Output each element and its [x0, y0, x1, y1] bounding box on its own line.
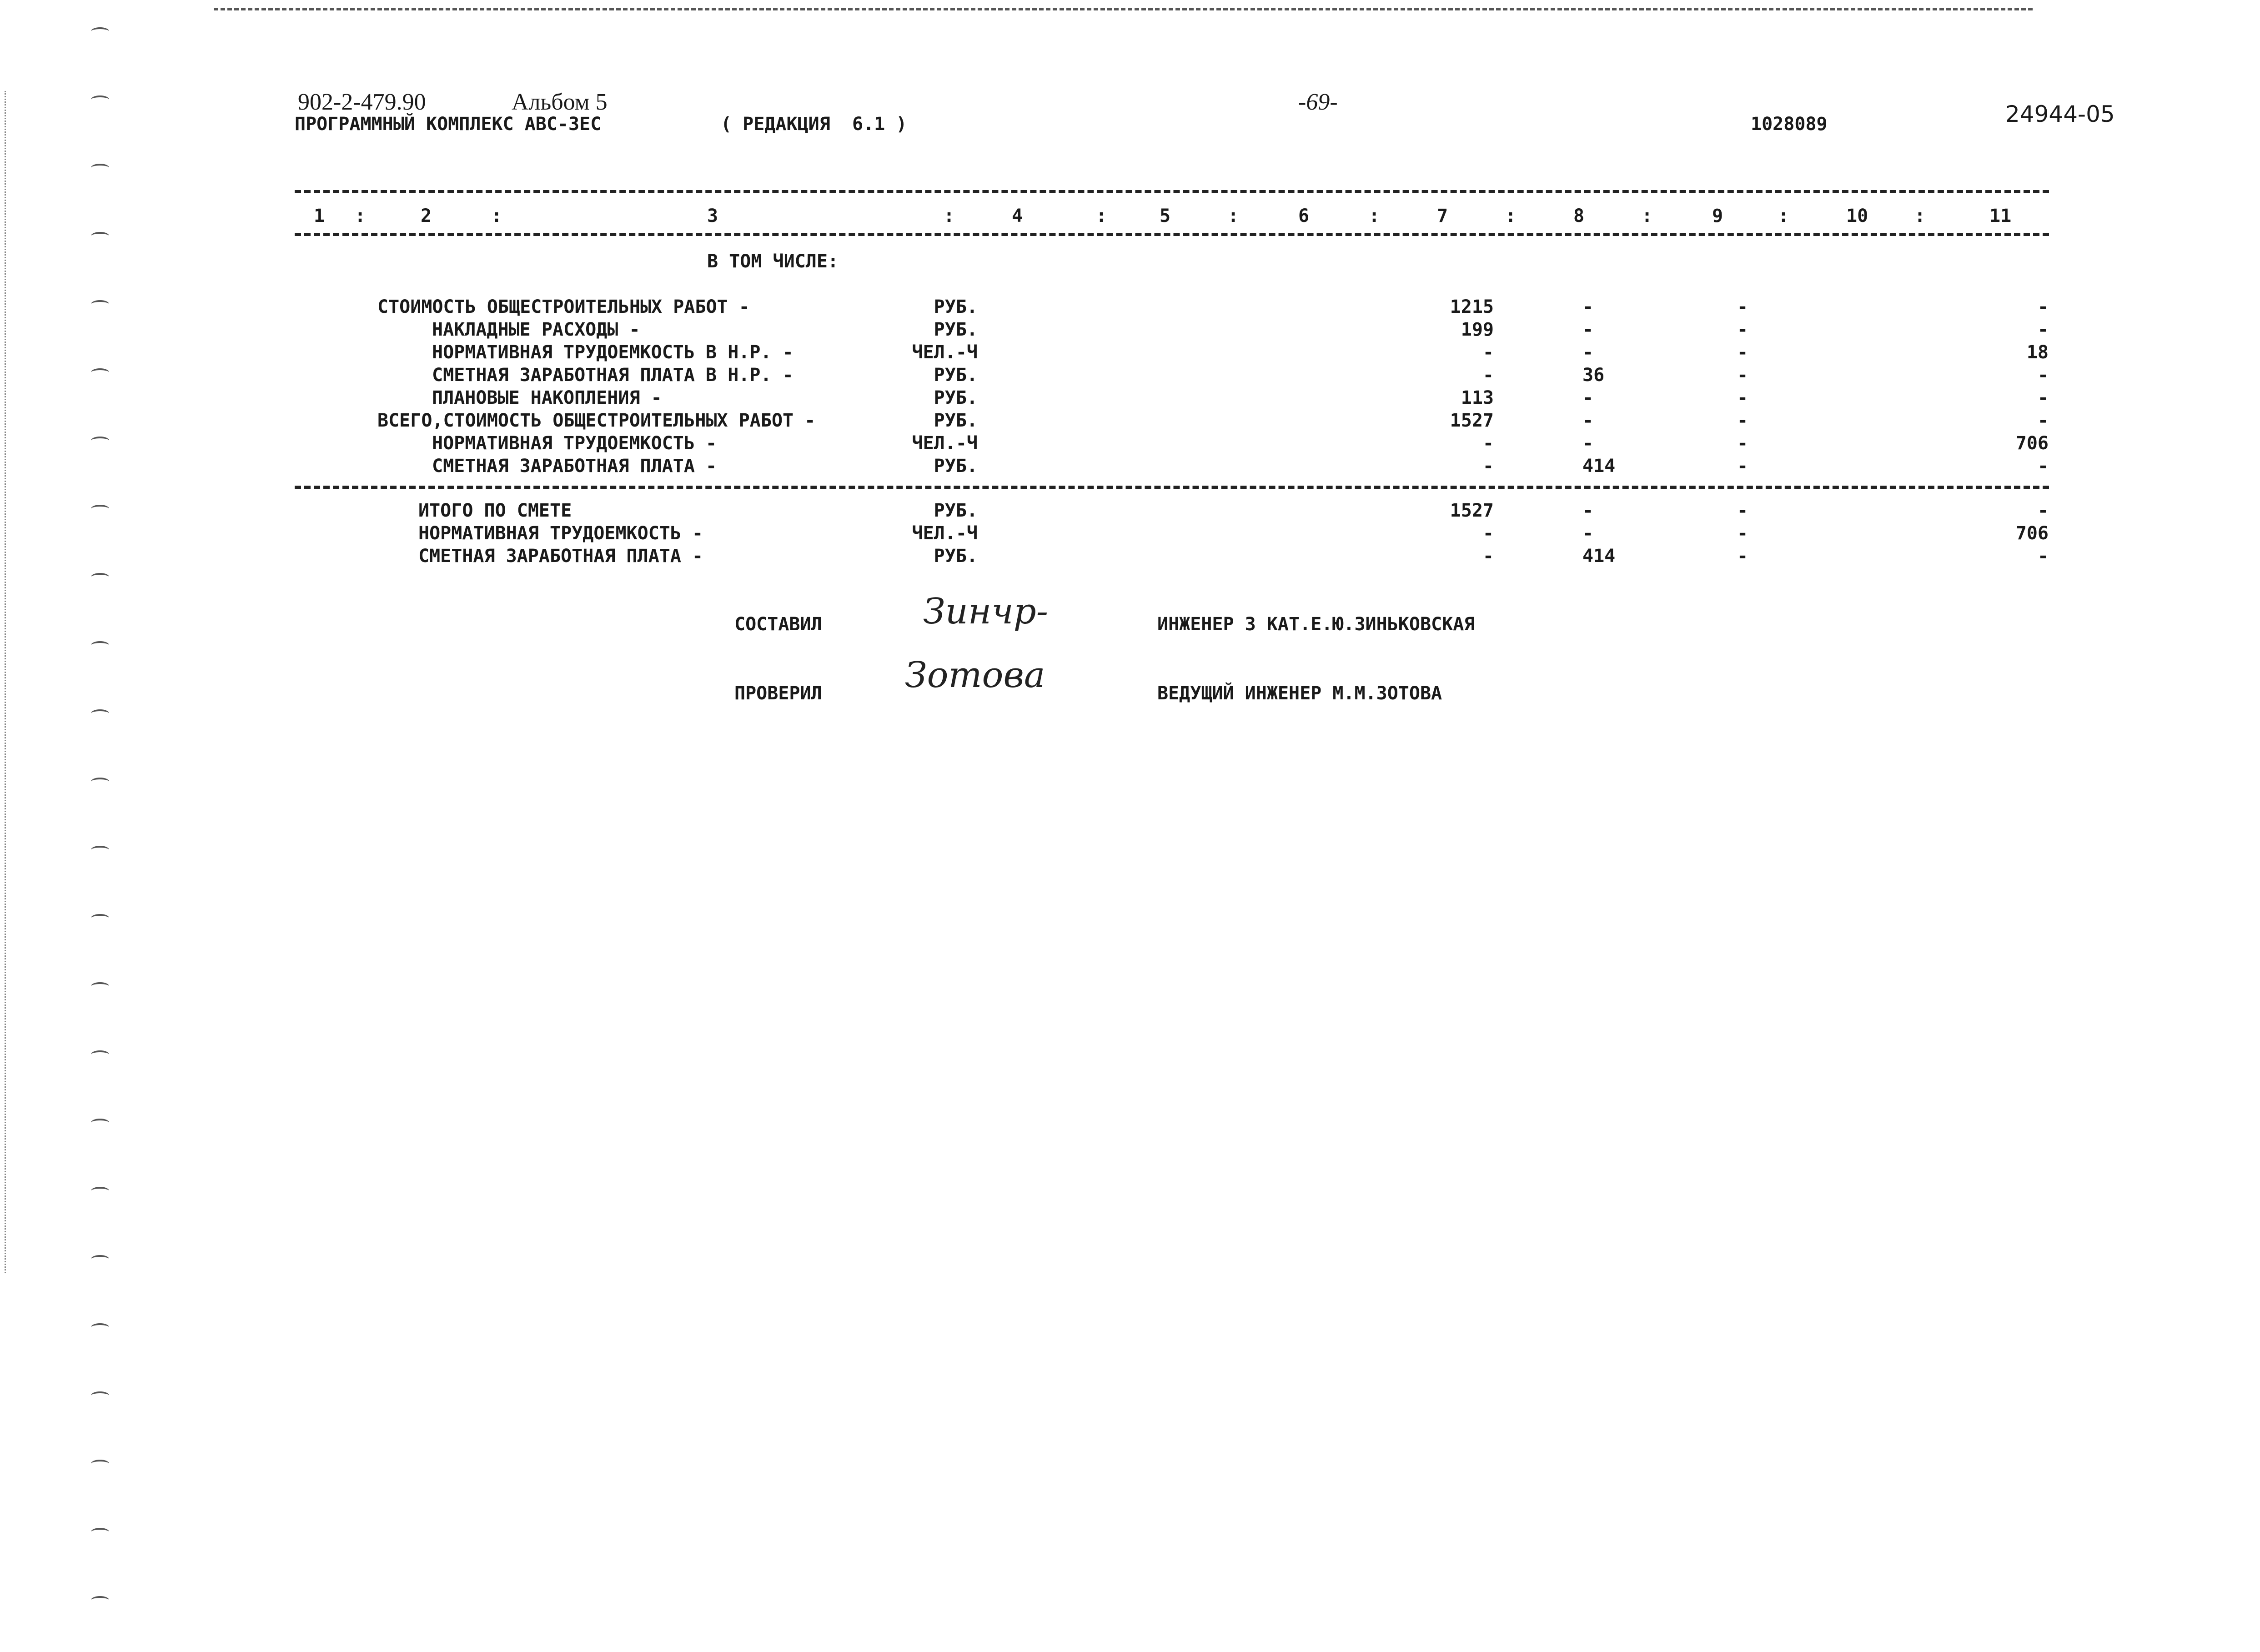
cell-col7: 113 [1461, 387, 1494, 408]
row-label: СМЕТНАЯ ЗАРАБОТНАЯ ПЛАТА - [432, 456, 717, 477]
edition-label: ( РЕДАКЦИЯ 6.1 ) [721, 114, 907, 135]
column-separator: : [1778, 206, 1789, 226]
margin-tick [91, 778, 109, 786]
column-separator: : [1914, 206, 1926, 226]
inventory-number: 24944-05 [2005, 101, 2115, 127]
margin-tick [91, 1050, 109, 1059]
row-unit: РУБ. [934, 387, 978, 408]
cell-col9: - [1737, 500, 1748, 521]
cell-col7: 1527 [1450, 410, 1494, 431]
cell-col8: 36 [1582, 365, 1605, 386]
cell-col9: - [1737, 387, 1748, 408]
cell-col11: 706 [2015, 523, 2049, 544]
row-unit: РУБ. [934, 319, 978, 340]
margin-tick [91, 914, 109, 922]
compiled-label: СОСТАВИЛ [734, 614, 822, 635]
margin-tick [91, 709, 109, 718]
cell-col7: - [1482, 433, 1494, 454]
row-unit: ЧЕЛ.-Ч [912, 433, 978, 454]
program-name: ПРОГРАММНЫЙ КОМПЛЕКС АВС-3ЕС [295, 114, 602, 135]
column-number: 9 [1712, 206, 1723, 226]
margin-tick [91, 368, 109, 377]
checked-label: ПРОВЕРИЛ [734, 683, 822, 704]
cell-col8: - [1582, 523, 1594, 544]
row-unit: ЧЕЛ.-Ч [912, 523, 978, 544]
column-number: 4 [1012, 206, 1023, 226]
margin-tick [91, 1255, 109, 1263]
row-label: НОРМАТИВНАЯ ТРУДОЕМКОСТЬ - [432, 433, 717, 454]
cell-col11: 706 [2015, 433, 2049, 454]
row-unit: РУБ. [934, 296, 978, 317]
row-label: НОРМАТИВНАЯ ТРУДОЕМКОСТЬ В Н.Р. - [432, 342, 794, 363]
cell-col9: - [1737, 410, 1748, 431]
row-unit: РУБ. [934, 410, 978, 431]
cell-col9: - [1737, 296, 1748, 317]
column-number: 2 [421, 206, 432, 226]
column-number: 7 [1437, 206, 1448, 226]
compiled-signature: Зинчр- [923, 591, 1049, 632]
column-separator: : [944, 206, 955, 226]
margin-tick [91, 846, 109, 854]
column-separator: : [491, 206, 502, 226]
cell-col11: - [2037, 410, 2049, 431]
column-separator: : [1505, 206, 1517, 226]
checked-signature: Зотова [905, 655, 1045, 696]
cell-col8: - [1582, 410, 1594, 431]
checked-by: ВЕДУЩИЙ ИНЖЕНЕР М.М.ЗОТОВА [1157, 683, 1442, 704]
cell-col8: - [1582, 319, 1594, 340]
column-separator: : [355, 206, 366, 226]
page-number: -69- [1298, 89, 1338, 115]
row-label: НАКЛАДНЫЕ РАСХОДЫ - [432, 319, 640, 340]
column-number: 8 [1573, 206, 1585, 226]
margin-tick [91, 95, 109, 104]
cell-col7: 1215 [1450, 296, 1494, 317]
margin-tick [91, 437, 109, 445]
cell-col11: 18 [2026, 342, 2049, 363]
column-separator: : [1228, 206, 1239, 226]
cell-col9: - [1737, 456, 1748, 477]
cell-col9: - [1737, 365, 1748, 386]
row-unit: РУБ. [934, 365, 978, 386]
compiled-by: ИНЖЕНЕР 3 КАТ.Е.Ю.ЗИНЬКОВСКАЯ [1157, 614, 1475, 635]
row-unit: РУБ. [934, 546, 978, 567]
cell-col9: - [1737, 433, 1748, 454]
margin-tick [91, 1528, 109, 1536]
margin-tick [91, 1119, 109, 1127]
margin-tick [91, 164, 109, 172]
margin-tick [91, 1323, 109, 1331]
row-unit: ЧЕЛ.-Ч [912, 342, 978, 363]
row-label: СМЕТНАЯ ЗАРАБОТНАЯ ПЛАТА - [418, 546, 703, 567]
column-number: 6 [1298, 206, 1310, 226]
cell-col7: 199 [1461, 319, 1494, 340]
cell-col8: - [1582, 296, 1594, 317]
cell-col9: - [1737, 546, 1748, 567]
cell-col11: - [2037, 296, 2049, 317]
cell-col11: - [2037, 456, 2049, 477]
margin-tick [91, 1596, 109, 1604]
margin-tick [91, 300, 109, 308]
cell-col7: - [1482, 365, 1494, 386]
margin-tick [91, 505, 109, 513]
row-label: ПЛАНОВЫЕ НАКОПЛЕНИЯ - [432, 387, 662, 408]
column-number: 3 [707, 206, 718, 226]
cell-col7: - [1482, 456, 1494, 477]
cell-col8: 414 [1582, 456, 1616, 477]
cell-col11: - [2037, 546, 2049, 567]
totals-separator-rule [295, 486, 2049, 489]
column-number: 5 [1160, 206, 1171, 226]
row-unit: РУБ. [934, 456, 978, 477]
cell-col8: - [1582, 500, 1594, 521]
column-number: 1 [314, 206, 325, 226]
margin-tick [91, 641, 109, 649]
cell-col11: - [2037, 387, 2049, 408]
cell-col7: - [1482, 523, 1494, 544]
cell-col7: - [1482, 342, 1494, 363]
cell-col9: - [1737, 523, 1748, 544]
doc-code: 902-2-479.90 [298, 89, 426, 115]
column-number: 11 [1989, 206, 2012, 226]
cell-col7: 1527 [1450, 500, 1494, 521]
cell-col11: - [2037, 365, 2049, 386]
album-label: Альбом 5 [512, 89, 608, 115]
section-title: В ТОМ ЧИСЛЕ: [707, 251, 839, 272]
cell-col8: 414 [1582, 546, 1616, 567]
row-label: СТОИМОСТЬ ОБЩЕСТРОИТЕЛЬНЫХ РАБОТ - [377, 296, 750, 317]
cell-col9: - [1737, 342, 1748, 363]
column-separator: : [1096, 206, 1107, 226]
margin-tick [91, 27, 109, 35]
cell-col8: - [1582, 433, 1594, 454]
top-perforation-edge [214, 8, 2033, 10]
cell-col8: - [1582, 342, 1594, 363]
margin-tick [91, 1460, 109, 1468]
header-bottom-rule [295, 233, 2049, 236]
row-label: СМЕТНАЯ ЗАРАБОТНАЯ ПЛАТА В Н.Р. - [432, 365, 794, 386]
row-unit: РУБ. [934, 500, 978, 521]
margin-tick [91, 982, 109, 990]
row-label: ВСЕГО,СТОИМОСТЬ ОБЩЕСТРОИТЕЛЬНЫХ РАБОТ - [377, 410, 816, 431]
cell-col11: - [2037, 500, 2049, 521]
margin-tick [91, 1187, 109, 1195]
document-code: 1028089 [1751, 114, 1828, 135]
margin-tick [91, 1391, 109, 1400]
table-top-rule [295, 190, 2049, 193]
column-number: 10 [1846, 206, 1868, 226]
cell-col7: - [1482, 546, 1494, 567]
margin-tick [91, 573, 109, 581]
left-perforation-line [5, 91, 7, 1273]
column-separator: : [1642, 206, 1653, 226]
cell-col8: - [1582, 387, 1594, 408]
cell-col9: - [1737, 319, 1748, 340]
column-separator: : [1369, 206, 1380, 226]
margin-tick [91, 232, 109, 240]
row-label: НОРМАТИВНАЯ ТРУДОЕМКОСТЬ - [418, 523, 703, 544]
row-label: ИТОГО ПО СМЕТЕ [418, 500, 572, 521]
cell-col11: - [2037, 319, 2049, 340]
